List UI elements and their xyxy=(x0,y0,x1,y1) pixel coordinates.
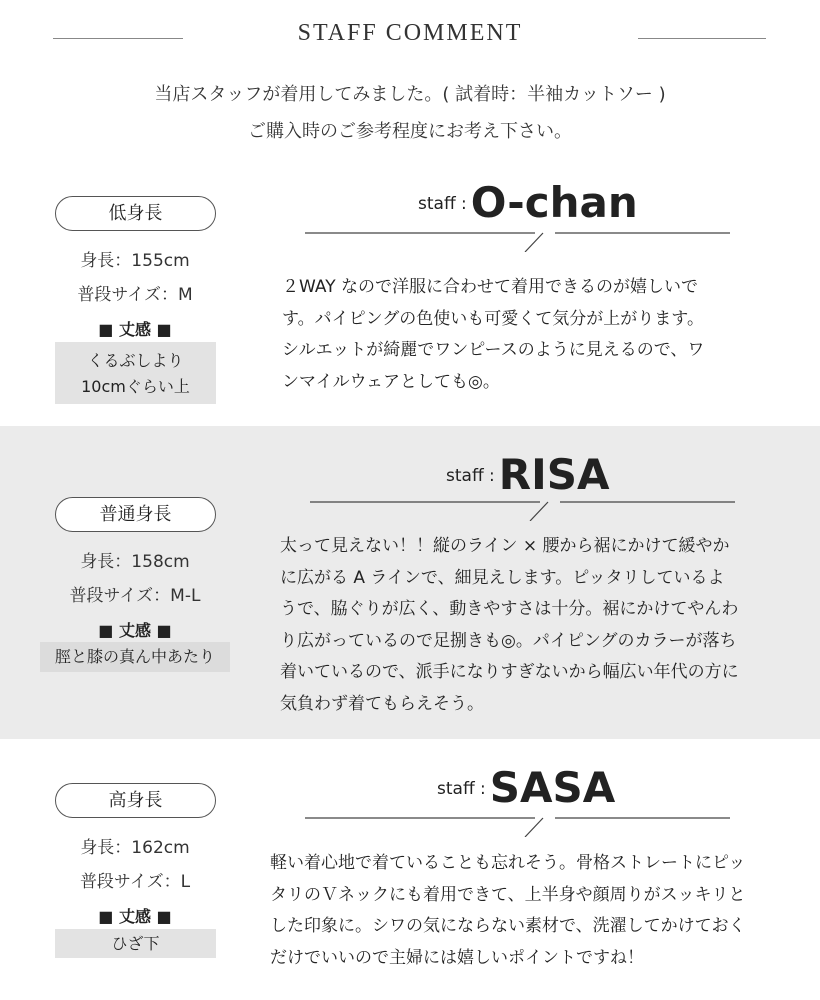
staff-section-sasa xyxy=(0,739,820,1000)
comment-line: タリのＶネックにも着用できて、上半身や顔周りがスッキリと xyxy=(270,884,746,905)
fit-line: ひざ下 xyxy=(111,934,160,953)
name-underline-divider xyxy=(305,815,735,837)
length-fit-box xyxy=(55,929,216,958)
comment-line: ンマイルウェアとしても◎。 xyxy=(282,371,500,392)
staff-name-heading xyxy=(446,450,610,499)
staff-label: staff : xyxy=(446,466,495,486)
page-header xyxy=(0,0,820,75)
length-feel-label: ■ 丈感 ■ xyxy=(98,320,172,339)
comment-line: す。パイピングの色使いも可愛くて気分が上がります。 xyxy=(282,308,704,329)
height-type-badge: 普通身長 xyxy=(55,497,216,532)
staff-label: staff : xyxy=(418,194,467,214)
comment-line: り広がっているので足捌きも◎。パイピングのカラーが落ち xyxy=(280,630,737,651)
staff-name: O-chan xyxy=(470,178,638,227)
staff-height: 身長：155cm xyxy=(80,251,190,271)
page-title: STAFF COMMENT xyxy=(297,20,523,46)
staff-comment xyxy=(280,531,780,720)
staff-comment xyxy=(270,848,790,974)
fit-line: くるぶしより xyxy=(87,351,184,370)
comment-line: ２WAY なので洋服に合わせて着用できるのが嬉しいで xyxy=(282,277,698,297)
staff-name: RISA xyxy=(498,450,610,499)
name-underline-divider xyxy=(305,230,735,252)
usual-size: 普段サイズ：L xyxy=(79,872,191,892)
length-fit-box xyxy=(40,642,230,672)
staff-name-heading xyxy=(418,178,638,227)
comment-line: 太って見えない！！縦のライン × 腰から裾にかけて緩やか xyxy=(280,536,730,556)
header-rule-right xyxy=(638,38,766,39)
comment-line: だけでいいので主婦には嬉しいポイントですね！ xyxy=(270,947,644,968)
comment-line: うで、脇ぐりが広く、動きやすさは十分。裾にかけてやんわ xyxy=(280,599,739,619)
comment-line: 気負わず着てもらえそう。 xyxy=(280,693,484,714)
height-type-badge: 高身長 xyxy=(55,783,216,818)
staff-section-ochan xyxy=(0,160,820,426)
comment-line: 軽い着心地で着ていることも忘れそう。骨格ストレートにピッ xyxy=(270,853,746,873)
fit-line: 10cmぐらい上 xyxy=(81,377,190,396)
intro-line-1: 当店スタッフが着用してみました。( 試着時：半袖カットソー ) xyxy=(154,84,666,105)
staff-comment xyxy=(282,272,762,398)
usual-size: 普段サイズ：M xyxy=(77,285,193,305)
comment-line: に広がる A ラインで、細見えします。ピッタリしているよ xyxy=(280,567,725,588)
comment-line: 着いているので、派手になりすぎないから幅広い年代の方に xyxy=(280,662,739,682)
comment-line: シルエットが綺麗でワンピースのように見えるので、ワ xyxy=(282,340,705,360)
staff-name-heading xyxy=(437,763,615,812)
intro-line-2: ご購入時のご参考程度にお考え下さい。 xyxy=(248,121,572,142)
length-fit-box xyxy=(55,342,216,404)
staff-section-risa xyxy=(0,426,820,739)
staff-name: SASA xyxy=(489,763,616,812)
usual-size: 普段サイズ：M-L xyxy=(69,586,201,606)
length-feel-label: ■ 丈感 ■ xyxy=(98,907,172,926)
name-underline-divider xyxy=(310,499,740,521)
staff-height: 身長：158cm xyxy=(80,552,190,572)
length-feel-label: ■ 丈感 ■ xyxy=(98,621,172,640)
fit-line: 脛と膝の真ん中あたり xyxy=(54,647,215,666)
staff-label: staff : xyxy=(437,779,486,799)
height-type-badge: 低身長 xyxy=(55,196,216,231)
staff-height: 身長：162cm xyxy=(80,838,190,858)
comment-line: した印象に。シワの気にならない素材で、洗濯してかけておく xyxy=(270,916,746,936)
